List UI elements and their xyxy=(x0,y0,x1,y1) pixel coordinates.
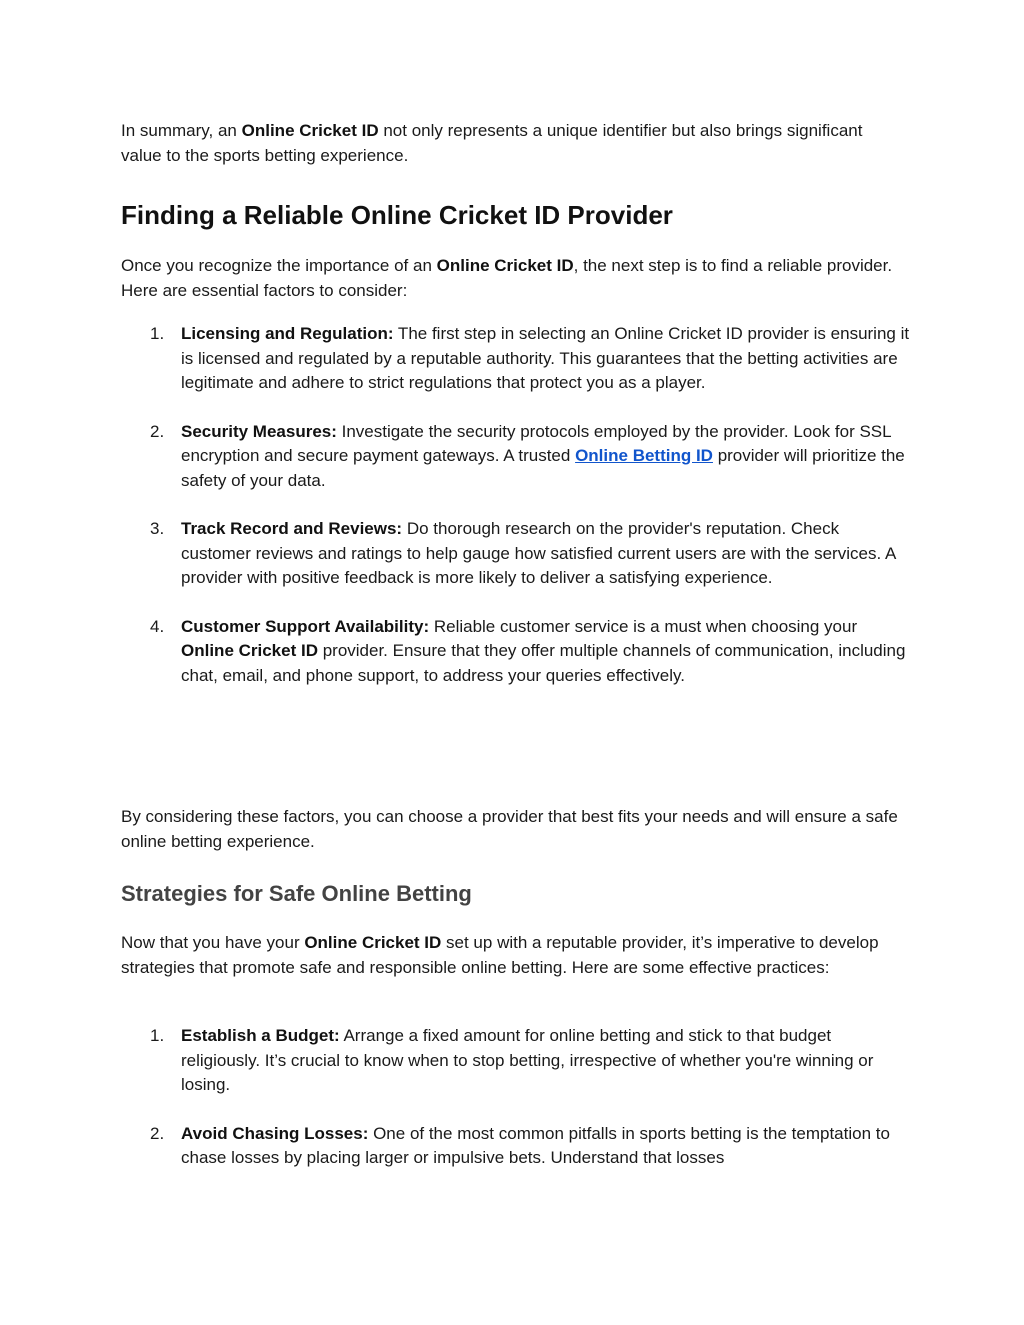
list-item-title: Establish a Budget: xyxy=(181,1026,340,1045)
section2-intro-bold: Online Cricket ID xyxy=(304,933,442,952)
section2-intro-after: set up with a reputable provider, it’s imperative to develop strategies that promote safe and responsible online betting. Here are some effective practices: xyxy=(121,933,879,977)
list-number: 2. xyxy=(150,421,165,441)
section1-intro-after: , the next step is to find a reliable provider. Here are essential factors to consider: xyxy=(121,256,893,300)
online-betting-id-link[interactable]: Online Betting ID xyxy=(575,446,713,465)
section-heading-strategies: Strategies for Safe Online Betting xyxy=(121,881,472,906)
list-item-title: Track Record and Reviews: xyxy=(181,519,403,538)
list-item xyxy=(121,1122,911,1171)
list-number: 1. xyxy=(150,324,165,343)
list-number: 3. xyxy=(150,519,165,538)
list-item xyxy=(121,615,911,689)
intro-text-before: In summary, an xyxy=(121,121,242,140)
list-item-text-before: Reliable customer service is a must when choosing your xyxy=(429,616,858,636)
list-number: 2. xyxy=(150,1123,165,1143)
list-item-text-before: Investigate the security protocols employed by the provider. Look for SSL encryption and secure payment gateways. A trusted xyxy=(181,421,891,465)
list-item xyxy=(121,517,911,591)
intro-paragraph xyxy=(121,119,901,168)
list-item xyxy=(121,420,911,494)
list-item-title: Licensing and Regulation: xyxy=(181,324,394,343)
list-item-text: The first step in selecting an Online Cricket ID provider is ensuring it is licensed and regulated by a reputable authority. This guarantees that the betting activities are legitimate and adhere to strict regulations that protect you as a player. xyxy=(181,324,910,392)
provider-factors-list xyxy=(121,322,911,688)
section-heading-finding-provider: Finding a Reliable Online Cricket ID Provider xyxy=(121,200,673,230)
list-item-title: Security Measures: xyxy=(181,421,337,441)
list-item xyxy=(121,322,911,396)
list-item-title: Avoid Chasing Losses: xyxy=(181,1123,369,1143)
intro-text-after: not only represents a unique identifier but also brings significant value to the sports betting experience. xyxy=(121,121,863,165)
list-item-text: One of the most common pitfalls in sports betting is the temptation to chase losses by placing larger or impulsive bets. Understand that losses xyxy=(181,1123,890,1167)
section1-intro-paragraph xyxy=(121,254,901,303)
intro-bold-term: Online Cricket ID xyxy=(241,121,379,140)
list-number: 1. xyxy=(150,1026,165,1045)
betting-strategies-list xyxy=(121,1024,911,1171)
section1-intro-bold: Online Cricket ID xyxy=(436,256,574,275)
section1-conclusion: By considering these factors, you can choose a provider that best fits your needs and will ensure a safe online betting experience. xyxy=(121,807,898,851)
list-item-title: Customer Support Availability: xyxy=(181,616,430,636)
list-item-text: Do thorough research on the provider's reputation. Check customer reviews and ratings to help gauge how satisfied current users are with the services. A provider with positive feedback is more likely to deliver a satisfying experience. xyxy=(181,519,896,587)
list-item-bold-term: Online Cricket ID xyxy=(181,641,318,660)
section1-intro-before: Once you recognize the importance of an xyxy=(121,256,437,275)
list-item xyxy=(121,1024,911,1098)
section2-intro-paragraph xyxy=(121,931,901,980)
list-item-text-after: provider. Ensure that they offer multiple channels of communication, including chat, email, and phone support, to address your queries effectively. xyxy=(181,641,906,685)
list-item-text: Arrange a fixed amount for online betting and stick to that budget religiously. It’s crucial to know when to stop betting, irrespective of whether you're winning or losing. xyxy=(181,1026,874,1094)
section2-intro-before: Now that you have your xyxy=(121,933,305,952)
list-item-text-after: provider will prioritize the safety of your data. xyxy=(181,446,905,490)
list-number: 4. xyxy=(150,616,165,636)
